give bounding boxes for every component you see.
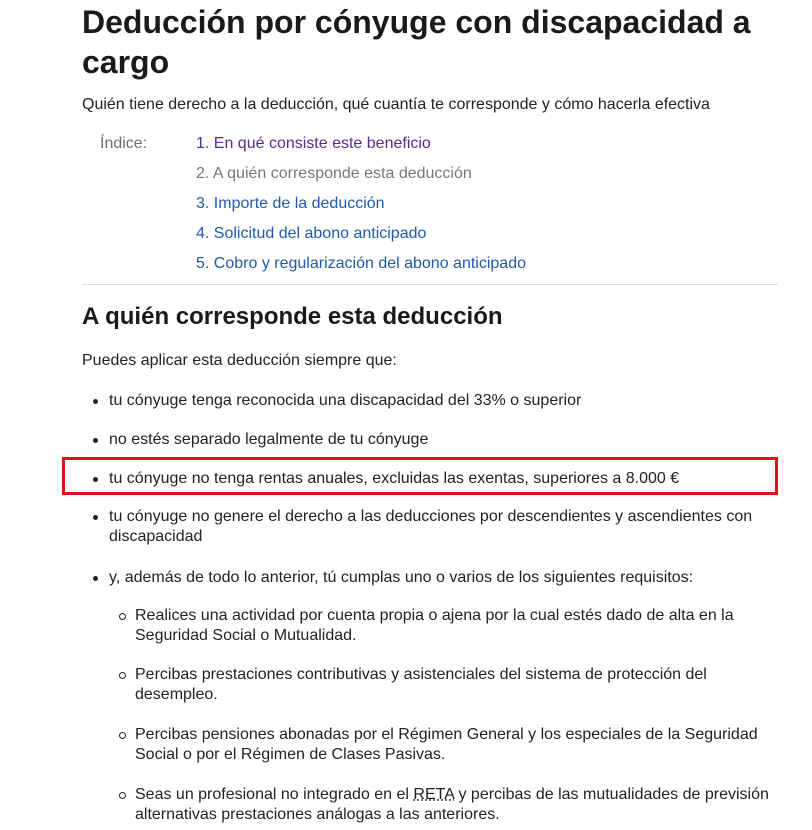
section-intro: Puedes aplicar esta deducción siempre que: (82, 352, 397, 369)
section-heading: A quién corresponde esta deducción (82, 303, 503, 330)
index-link-cobro[interactable]: 5. Cobro y regularización del abono anticipado (196, 255, 526, 272)
sub-bullet-icon (119, 672, 126, 679)
index-current-a-quien-corresponde: 2. A quién corresponde esta deducción (196, 165, 472, 182)
list-item-text: no estés separado legalmente de tu cónyuge (109, 431, 429, 448)
bullet-icon (93, 515, 98, 520)
sub-item-text-after: y percibas de las mutualidades de previsión alternativas prestaciones análogas a las anteriores. (135, 786, 769, 823)
index-link-importe[interactable]: 3. Importe de la deducción (196, 195, 385, 212)
index-item (196, 194, 526, 224)
index-item (196, 224, 526, 254)
bullet-icon (93, 576, 98, 581)
page-title: Deducción por cónyuge con discapacidad a cargo (82, 4, 751, 80)
sub-list-item-text: Percibas prestaciones contributivas y asistenciales del sistema de protección del desempleo. (135, 666, 707, 703)
index-label: Índice: (100, 135, 148, 152)
list-item-text: y, además de todo lo anterior, tú cumplas uno o varios de los siguientes requisitos: (109, 569, 694, 586)
sub-list-item-text: Percibas pensiones abonadas por el Régimen General y los especiales de la Seguridad Social o por el Régimen de Clases Pasivas. (135, 726, 758, 763)
list-item-text: tu cónyuge tenga reconocida una discapacidad del 33% o superior (109, 392, 582, 409)
sub-bullet-icon (119, 613, 126, 620)
reta-abbreviation[interactable]: RETA (413, 786, 455, 803)
sub-item-text-before: Seas un profesional no integrado en el (135, 786, 414, 803)
sub-list-item-text (135, 785, 775, 825)
index-link-solicitud[interactable]: 4. Solicitud del abono anticipado (196, 225, 427, 242)
highlight-box (62, 457, 778, 495)
sub-bullet-icon (119, 732, 126, 739)
index-item (196, 134, 526, 164)
index-link-en-que-consiste[interactable]: 1. En qué consiste este beneficio (196, 135, 431, 152)
page-subtitle: Quién tiene derecho a la deducción, qué cuantía te corresponde y cómo hacerla efectiva (82, 96, 710, 113)
index-item (196, 254, 526, 284)
index-list (196, 134, 526, 284)
bullet-icon (93, 438, 98, 443)
list-item-text: tu cónyuge no tenga rentas anuales, excluidas las exentas, superiores a 8.000 € (109, 470, 680, 487)
sub-bullet-icon (119, 792, 126, 799)
index-item (196, 164, 526, 194)
bullet-icon (93, 399, 98, 404)
list-item-text: tu cónyuge no genere el derecho a las deducciones por descendientes y ascendientes con discapacidad (109, 508, 753, 545)
sub-list-item-text: Realices una actividad por cuenta propia o ajena por la cual estés dado de alta en la Seguridad Social o Mutualidad. (135, 607, 734, 644)
section-divider (82, 284, 778, 285)
